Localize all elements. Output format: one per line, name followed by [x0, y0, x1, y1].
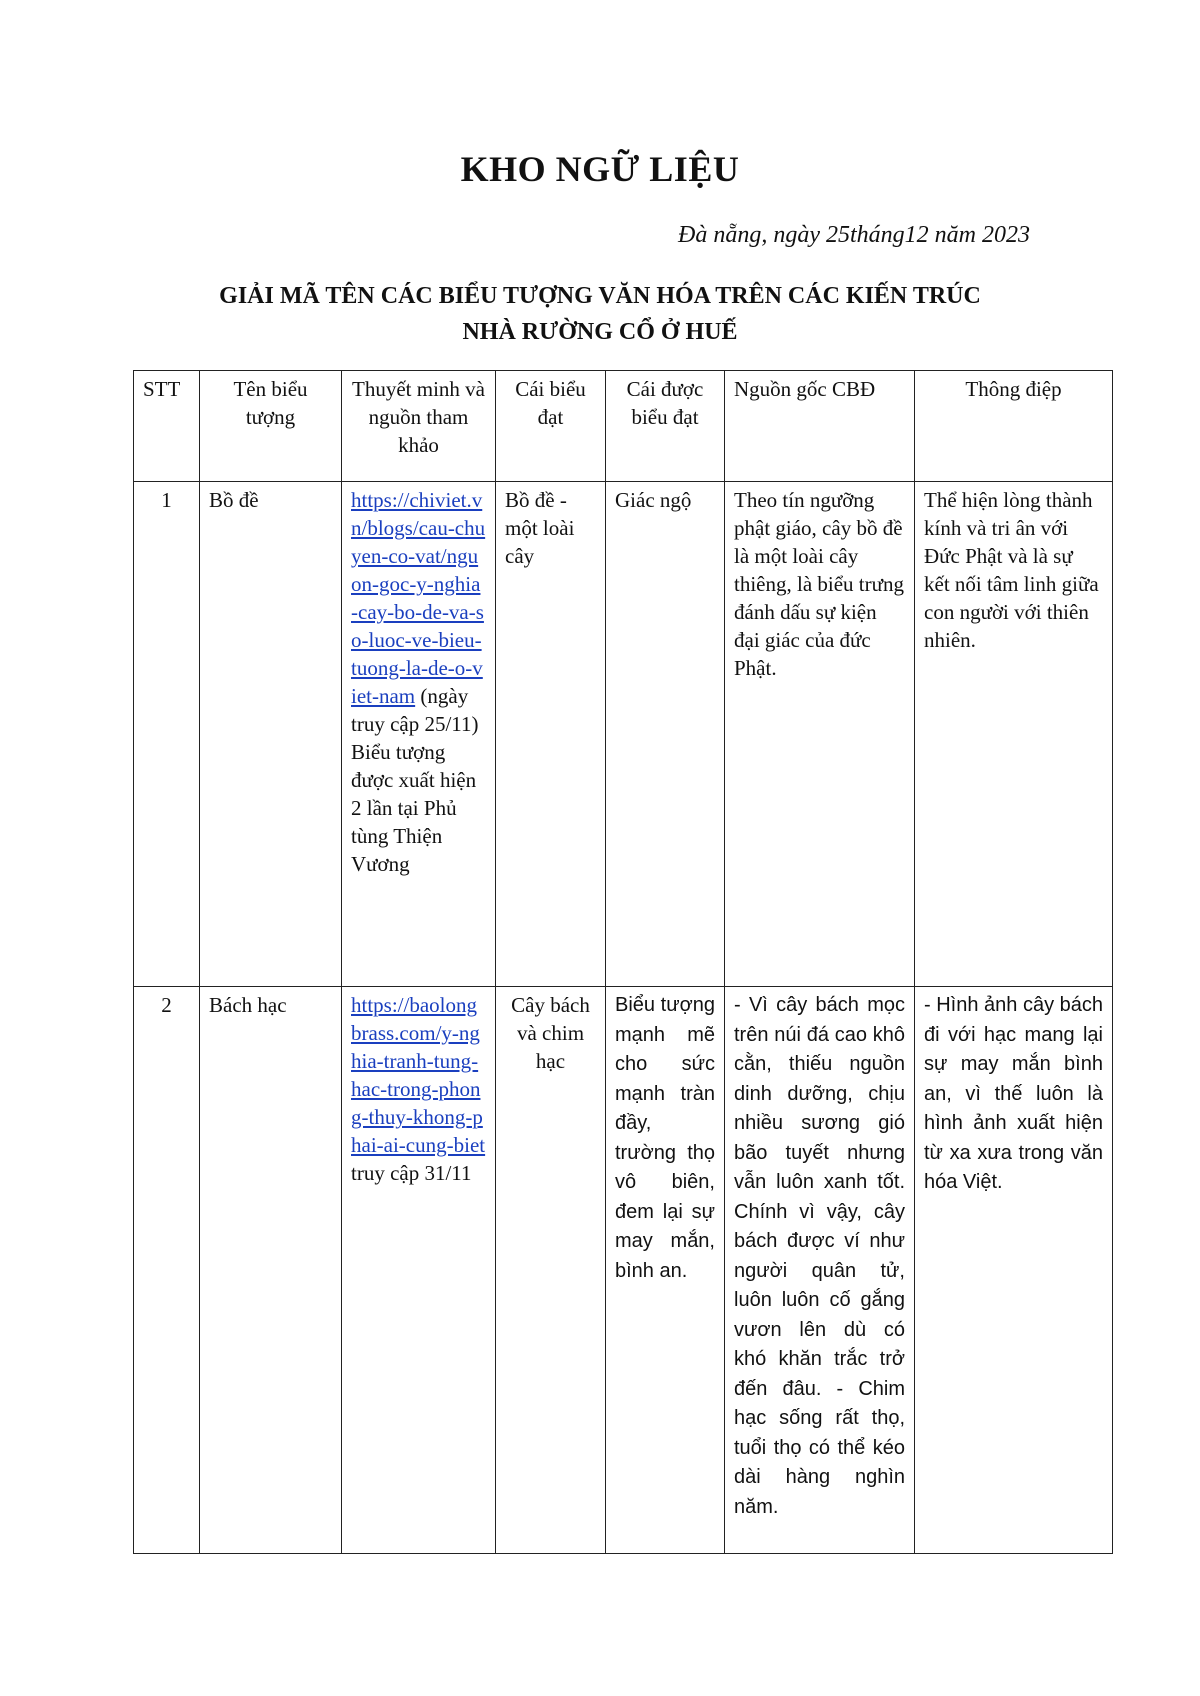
cell-source: [342, 987, 496, 1554]
document-title: KHO NGỮ LIỆU: [460, 149, 740, 189]
source-note: (ngày truy cập 25/11) Biểu tượng được xuất hiện 2 lần tại Phủ tùng Thiện Vương: [351, 684, 479, 876]
subtitle-line-2: NHÀ RƯỜNG CỔ Ở HUẾ: [462, 319, 738, 345]
cell-signified: Biểu tượng mạnh mẽ cho sức mạnh tràn đầy, trường thọ vô biên, đem lại sự may mắn, bình an.: [606, 987, 725, 1554]
cell-source: [342, 482, 496, 987]
subtitle-line-1: GIẢI MÃ TÊN CÁC BIỂU TƯỢNG VĂN HÓA TRÊN CÁC KIẾN TRÚC: [219, 283, 981, 309]
cell-message: Thể hiện lòng thành kính và tri ân với Đức Phật và là sự kết nối tâm linh giữa con người với thiên nhiên.: [915, 482, 1113, 987]
cell-origin: - Vì cây bách mọc trên núi đá cao khô cằn, thiếu nguồn dinh dưỡng, chịu nhiều sương gió bão tuyết nhưng vẫn luôn xanh tốt. Chính vì vậy, cây bách được ví như người quân tử, luôn luôn cố gắng vươn lên dù có khó khăn trắc trở đến đâu. - Chim hạc sống rất thọ, tuổi thọ có thể kéo dài hàng nghìn năm.: [725, 987, 915, 1554]
header-stt: STT: [134, 371, 200, 482]
cell-symbol-name: Bồ đề: [200, 482, 342, 987]
cell-symbol-name: Bách hạc: [200, 987, 342, 1554]
cell-stt: 2: [134, 987, 200, 1554]
header-origin: Nguồn gốc CBĐ: [725, 371, 915, 482]
table-row: [134, 987, 1113, 1554]
source-link[interactable]: https://chiviet.vn/blogs/cau-chuyen-co-vat/nguon-goc-y-nghia-cay-bo-de-va-so-luoc-ve-bieu-tuong-la-de-o-viet-nam: [351, 488, 486, 708]
source-link[interactable]: https://baolongbrass.com/y-nghia-tranh-tung-hac-trong-phong-thuy-khong-phai-ai-cung-biet: [351, 993, 486, 1157]
table-header-row: [134, 371, 1113, 482]
source-note: truy cập 31/11: [351, 1161, 472, 1185]
table-row: [134, 482, 1113, 987]
cell-signifier: Bồ đề - một loài cây: [496, 482, 606, 987]
header-description-source: Thuyết minh và nguồn tham khảo: [342, 371, 496, 482]
document-subtitle: [120, 278, 1080, 350]
header-signifier: Cái biểu đạt: [496, 371, 606, 482]
document-date: Đà nẵng, ngày 25tháng12 năm 2023: [678, 222, 1030, 248]
header-symbol-name: Tên biểu tượng: [200, 371, 342, 482]
cell-message: - Hình ảnh cây bách đi với hạc mang lại sự may mắn bình an, vì thế luôn là hình ảnh xuất hiện từ xa xưa trong văn hóa Việt.: [915, 987, 1113, 1554]
symbols-table: [133, 370, 1113, 1554]
cell-signified: Giác ngộ: [606, 482, 725, 987]
header-signified: Cái được biểu đạt: [606, 371, 725, 482]
cell-stt: 1: [134, 482, 200, 987]
cell-signifier: Cây bách và chim hạc: [496, 987, 606, 1554]
header-message: Thông điệp: [915, 371, 1113, 482]
cell-origin: Theo tín ngưỡng phật giáo, cây bồ đề là một loài cây thiêng, là biểu trưng đánh dấu sự kiện đại giác của đức Phật.: [725, 482, 915, 987]
